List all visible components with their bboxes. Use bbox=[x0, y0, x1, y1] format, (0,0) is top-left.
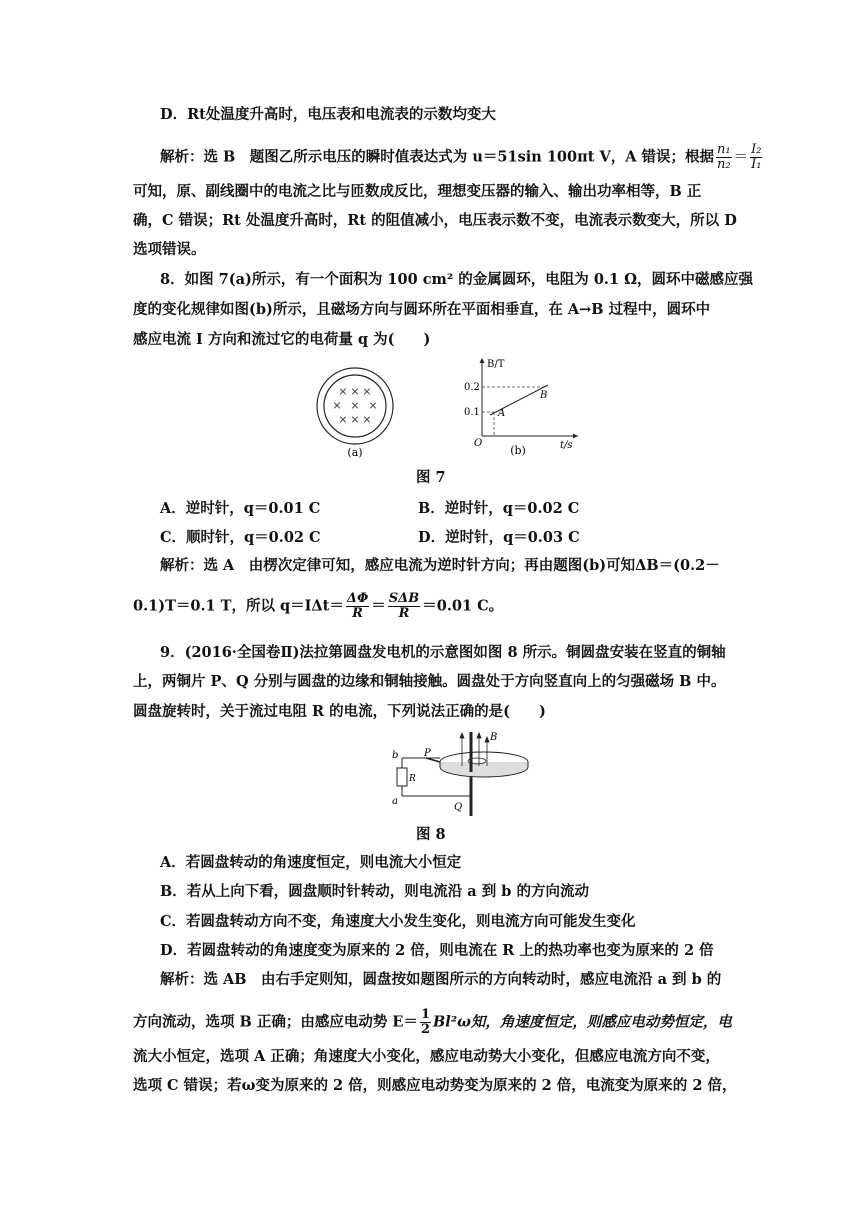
terminal-a-label: a bbox=[392, 796, 398, 807]
q7-option-d: D．Rt处温度升高时，电压表和电流表的示数均变大 bbox=[160, 106, 496, 123]
svg-text:×: × bbox=[362, 385, 372, 398]
resistor-r-label: R bbox=[409, 774, 416, 784]
area-field-fraction: $\frac{\text{SΔB}}{R}$ bbox=[388, 591, 420, 621]
point-a-label: A bbox=[498, 408, 506, 419]
figure-8-caption: 图 8 bbox=[416, 826, 446, 843]
graph-y-label: B/T bbox=[487, 359, 505, 370]
q8-option-b: B．逆时针，q＝0.02 C bbox=[418, 500, 580, 517]
q7-analysis-line1: 解析：选 B 题图乙所示电压的瞬时值表达式为 u＝51sin 100πt V，A 错误；根据 $\frac{\text{n₁}}{\text{n₂}}$ ＝ $\frac{\text{I₂}}{\text{I₁}}$ bbox=[160, 142, 762, 172]
magnetic-field-crosses bbox=[332, 385, 377, 426]
graph-origin: O bbox=[474, 438, 483, 449]
figure-a-label: (a) bbox=[347, 446, 363, 459]
analysis-text: 选 A 由楞次定律可知，感应电流为逆时针方向；再由题图(b)可知ΔB＝(0.2－ bbox=[203, 557, 720, 574]
q8-option-d: D．逆时针，q＝0.03 C bbox=[418, 529, 580, 546]
turns-fraction: $\frac{\text{n₁}}{\text{n₂}}$ bbox=[717, 142, 731, 172]
q9-option-b: B．若从上向下看，圆盘顺时针转动，则电流沿 a 到 b 的方向流动 bbox=[160, 883, 589, 900]
svg-text:×: × bbox=[338, 385, 348, 398]
q7-analysis-line2: 可知，原、副线圈中的电流之比与匝数成反比，理想变压器的输入、输出功率相等，B 正 bbox=[133, 183, 702, 200]
svg-text:×: × bbox=[350, 385, 360, 398]
current-fraction: $\frac{\text{I₂}}{\text{I₁}}$ bbox=[751, 142, 762, 172]
q8-option-a: A．逆时针，q＝0.01 C bbox=[160, 500, 321, 517]
q9-option-d: D．若圆盘转动的角速度变为原来的 2 倍，则电流在 R 上的热功率也变为原来的 2 倍 bbox=[160, 942, 714, 959]
svg-text:×: × bbox=[332, 399, 342, 412]
q9-stem-line1: 9．(2016·全国卷Ⅱ)法拉第圆盘发电机的示意图如图 8 所示。铜圆盘安装在竖直的铜轴 bbox=[160, 644, 726, 661]
tick-0-1: 0.1 bbox=[464, 407, 480, 418]
analysis-label: 解析： bbox=[160, 971, 204, 988]
q9-analysis-line2: 方向流动，选项 B 正确；由感应电动势 E＝ $\frac{1}{2}$ Bl²ω知，角速度恒定，则感应电动势恒定，电 bbox=[133, 1007, 732, 1037]
point-b-label: B bbox=[540, 390, 548, 401]
svg-text:×: × bbox=[338, 413, 348, 426]
q9-option-c: C．若圆盘转动方向不变，角速度大小发生变化，则电流方向可能发生变化 bbox=[160, 913, 636, 930]
contact-p-label: P bbox=[424, 748, 431, 759]
terminal-b-label: b bbox=[392, 750, 399, 761]
flux-fraction: $\frac{\Delta\Phi}{R}$ bbox=[346, 591, 369, 621]
analysis-text: 选 AB 由右手定则知，圆盘按如题图所示的方向转动时，感应电流沿 a 到 b 的 bbox=[203, 971, 722, 988]
analysis-label: 解析： bbox=[160, 557, 204, 574]
tick-0-2: 0.2 bbox=[464, 382, 480, 393]
analysis-text: 选 B 题图乙所示电压的瞬时值表达式为 u＝51sin 100πt V，A 错误；根据 bbox=[203, 148, 715, 166]
analysis-label: 解析： bbox=[160, 148, 204, 166]
q8-stem-line3: 感应电流 I 方向和流过它的电荷量 q 为( ) bbox=[133, 331, 431, 348]
q8-stem-line1: 8．如图 7(a)所示，有一个面积为 100 cm² 的金属圆环，电阻为 0.1 Ω，圆环中磁感应强 bbox=[160, 271, 754, 288]
svg-text:×: × bbox=[350, 413, 360, 426]
q8-option-c: C．顺时针，q＝0.02 C bbox=[160, 529, 321, 546]
field-b-label: B bbox=[490, 732, 498, 743]
q9-option-a: A．若圆盘转动的角速度恒定，则电流大小恒定 bbox=[160, 854, 462, 871]
figure-8-faraday-disk bbox=[382, 728, 532, 820]
q9-stem-line2: 上，两铜片 P、Q 分别与圆盘的边缘和铜轴接触。圆盘处于方向竖直向上的匀强磁场 B 中。 bbox=[133, 673, 726, 690]
q9-stem-line3: 圆盘旋转时，关于流过电阻 R 的电流，下列说法正确的是( ) bbox=[133, 703, 546, 720]
q8-stem-line2: 度的变化规律如图(b)所示，且磁场方向与圆环所在平面相垂直，在 A→B 过程中，圆环中 bbox=[133, 301, 711, 318]
svg-text:×: × bbox=[368, 399, 378, 412]
figure-b-label: (b) bbox=[510, 444, 526, 457]
figure-7a-metal-ring bbox=[310, 364, 402, 460]
figure-7-caption: 图 7 bbox=[416, 469, 446, 486]
q9-analysis-line3: 流大小恒定，选项 A 正确；角速度大小变化，感应电动势大小变化，但感应电流方向不变， bbox=[133, 1048, 720, 1065]
q8-analysis-line1 bbox=[160, 556, 720, 576]
contact-q-label: Q bbox=[454, 802, 463, 813]
graph-x-label: t/s bbox=[560, 440, 573, 451]
half-fraction: $\frac{1}{2}$ bbox=[420, 1007, 430, 1037]
q9-analysis-line4: 选项 C 错误；若ω变为原来的 2 倍，则感应电动势变为原来的 2 倍，电流变为原来的 2 倍， bbox=[133, 1077, 737, 1094]
q7-analysis-line3: 确，C 错误；Rt 处温度升高时，Rt 的阻值减小，电压表示数不变，电流表示数变大，所以 D bbox=[133, 212, 737, 229]
svg-text:×: × bbox=[362, 413, 372, 426]
q8-analysis-line2: 0.1)T＝0.1 T，所以 q＝IΔt＝ $\frac{\Delta\Phi}{R}$ ＝ $\frac{\text{SΔB}}{R}$ ＝0.01 C。 bbox=[133, 591, 504, 621]
figure-7b-b-t-graph bbox=[462, 354, 582, 458]
q7-analysis-line4: 选项错误。 bbox=[133, 241, 206, 258]
svg-text:×: × bbox=[350, 399, 360, 412]
q9-analysis-line1 bbox=[160, 970, 721, 990]
